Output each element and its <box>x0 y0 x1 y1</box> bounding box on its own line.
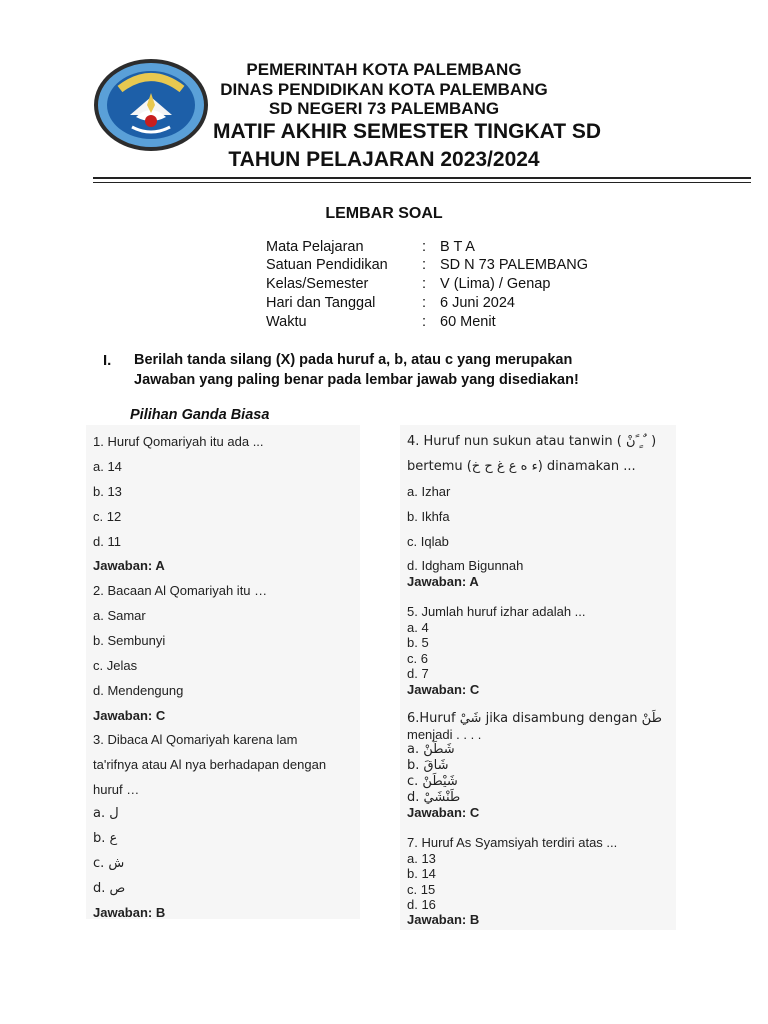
question-6-text-line-1: 6.Huruf شَيْ jika disambung dengan طَنْ <box>407 711 662 726</box>
question-2-option-d: d. Mendengung <box>93 683 184 698</box>
question-7-option-b: b. 14 <box>407 866 436 881</box>
question-5-option-b: b. 5 <box>407 635 429 650</box>
question-7-text: 7. Huruf As Syamsiyah terdiri atas ... <box>407 835 618 850</box>
left-question-column <box>93 0 363 1024</box>
question-4-option-b: b. Ikhfa <box>407 509 450 524</box>
right-question-column <box>407 0 677 1024</box>
question-6-answer: Jawaban: C <box>407 805 480 820</box>
section-instruction-line-1: Berilah tanda silang (X) pada huruf a, b, atau c yang merupakan <box>134 352 573 368</box>
question-1-answer: Jawaban: A <box>93 558 165 573</box>
section-instruction-line-2: Jawaban yang paling benar pada lembar jawab yang disediakan! <box>134 372 579 388</box>
question-5-option-d: d. 7 <box>407 666 429 681</box>
info-key: Satuan Pendidikan <box>266 257 388 273</box>
question-3-text-line-2: ta'rifnya atau Al nya berhadapan dengan <box>93 757 327 772</box>
question-4-text-line-1: 4. Huruf nun sukun atau tanwin ( نْ ً ٍ ٌ ) <box>407 434 657 449</box>
info-colon: : <box>422 257 427 273</box>
info-colon: : <box>422 276 427 292</box>
header-line-5: TAHUN PELAJARAN 2023/2024 <box>228 148 540 171</box>
header-line-4: MATIF AKHIR SEMESTER TINGKAT SD <box>213 120 602 143</box>
question-3-answer: Jawaban: B <box>93 905 166 920</box>
question-1-text: 1. Huruf Qomariyah itu ada ... <box>93 434 264 449</box>
info-key: Hari dan Tanggal <box>266 295 376 311</box>
question-3-option-a: a. ل <box>93 806 119 821</box>
question-6-option-a: a. شَطَنْ <box>407 742 455 757</box>
question-4-option-d: d. Idgham Bigunnah <box>407 558 524 573</box>
question-3-text-line-3: huruf … <box>93 782 140 797</box>
question-1-option-d: d. 11 <box>93 534 121 549</box>
question-1-option-a: a. 14 <box>93 459 122 474</box>
question-1-option-c: c. 12 <box>93 509 122 524</box>
info-key: Mata Pelajaran <box>266 239 364 255</box>
question-4-text-line-2: bertemu (ء ه ع غ ح خ) dinamakan ... <box>407 459 636 474</box>
question-6-text-line-2: menjadi . . . . <box>407 727 482 742</box>
question-2-option-a: a. Samar <box>93 608 146 623</box>
question-6-option-b: b. شَاقَ <box>407 758 449 773</box>
question-7-answer: Jawaban: B <box>407 912 480 927</box>
info-value: 60 Menit <box>440 314 496 330</box>
info-value: SD N 73 PALEMBANG <box>440 257 589 273</box>
info-value: B T A <box>440 239 475 255</box>
question-3-text-line-1: 3. Dibaca Al Qomariyah karena lam <box>93 732 298 747</box>
question-4-option-c: c. Iqlab <box>407 534 449 549</box>
question-4-option-a: a. Izhar <box>407 484 451 499</box>
section-subheading: Pilihan Ganda Biasa <box>130 407 270 423</box>
question-6-option-c: c. شَيْطَنْ <box>407 774 458 789</box>
info-value: 6 Juni 2024 <box>440 295 515 311</box>
question-6-option-d: d. طَنْشَيْ <box>407 790 461 805</box>
question-3-option-c: c. ش <box>93 856 125 871</box>
question-2-answer: Jawaban: C <box>93 708 166 723</box>
question-2-text: 2. Bacaan Al Qomariyah itu … <box>93 583 268 598</box>
info-colon: : <box>422 239 427 255</box>
section-number: I. <box>103 352 112 369</box>
question-7-option-a: a. 13 <box>407 851 436 866</box>
question-5-answer: Jawaban: C <box>407 682 480 697</box>
question-7-option-d: d. 16 <box>407 897 436 912</box>
header-line-3: SD NEGERI 73 PALEMBANG <box>268 99 500 118</box>
header-line-1: PEMERINTAH KOTA PALEMBANG <box>246 60 522 79</box>
question-3-option-b: b. ع <box>93 831 118 846</box>
info-key: Kelas/Semester <box>266 276 369 292</box>
info-value: V (Lima) / Genap <box>440 276 551 292</box>
question-2-option-b: b. Sembunyi <box>93 633 166 648</box>
question-4-answer: Jawaban: A <box>407 574 479 589</box>
header-line-2: DINAS PENDIDIKAN KOTA PALEMBANG <box>220 80 548 99</box>
question-7-option-c: c. 15 <box>407 882 436 897</box>
question-5-text: 5. Jumlah huruf izhar adalah ... <box>407 604 586 619</box>
question-5-option-a: a. 4 <box>407 620 429 635</box>
question-2-option-c: c. Jelas <box>93 658 138 673</box>
question-5-option-c: c. 6 <box>407 651 428 666</box>
info-colon: : <box>422 295 427 311</box>
document-title: LEMBAR SOAL <box>325 205 443 222</box>
question-3-option-d: d. ص <box>93 881 126 896</box>
info-key: Waktu <box>266 314 307 330</box>
question-1-option-b: b. 13 <box>93 484 122 499</box>
info-colon: : <box>422 314 427 330</box>
